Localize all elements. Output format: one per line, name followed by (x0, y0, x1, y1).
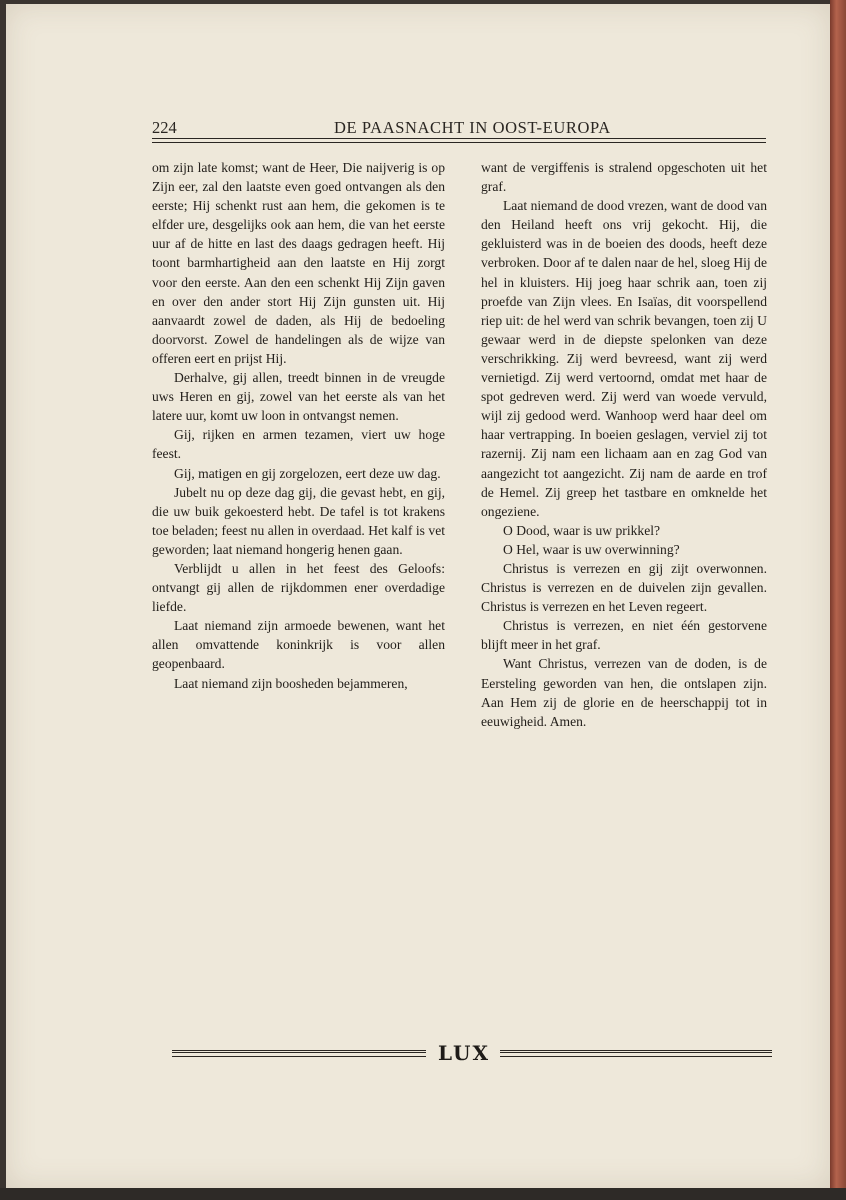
scan-border (0, 1188, 846, 1200)
header-rule (152, 138, 766, 143)
page-footer (172, 1041, 772, 1065)
running-title: DE PAASNACHT IN OOST-EUROPA (334, 118, 611, 137)
paragraph: want de vergiffenis is stralend opgeschoten uit het graf. (481, 160, 767, 195)
paragraph: om zijn late komst; want de Heer, Die naijverig is op Zijn eer, zal den laatste even goed ontvangen als den eerste; Hij schenkt rust aan hem, die gekomen is te elfder ure, desgelijks ook aan hem, die van het eerste uur af de hitte en last des daags gedragen heeft. Hij toont barmhartigheid aan den laatste en Hij zorgt voor den eerste. Aan den een schenkt Hij Zijn gaven en over den ander stort Hij Zijn gunsten uit. Hij aanvaardt zowel de daden, als Hij de bedoeling doorvorst. Zowel de handelingen als de wijze van offeren eert en prijst Hij. (152, 160, 445, 366)
paragraph: Gij, rijken en armen tezamen, viert uw hoge feest. (152, 427, 445, 462)
page-header (152, 114, 766, 136)
paragraph: Laat niemand zijn armoede bewenen, want het allen omvattende koninkrijk is voor allen geopenbaard. (152, 618, 445, 672)
paragraph: Gij, matigen en gij zorgelozen, eert deze uw dag. (174, 465, 441, 481)
footer-rule-right (500, 1050, 772, 1057)
lux-logo: LUX (438, 1041, 490, 1065)
paragraph: Laat niemand de dood vrezen, want de dood van den Heiland heeft ons vrij gekocht. Hij, die gekluisterd was in de boeien des doods, heeft deze verbroken. Door af te dalen naar de hel, sloeg Hij de hel in kluisters. Hij joeg haar schrik aan, toen zij proefde van Zijn vlees. En Isaïas, dit voorspellend riep uit: de hel werd van schrik bevangen, toen zij U gewaar werd in de diepste spelonken van deze verschrikking. Zij werd bevreesd, want zij werd vernietigd. Zij werd vertoornd, omdat met haar de spot gedreven werd. Zij werd van woede vervuld, wijl zij gedood werd. Wanhoop werd haar deel om haar vertrapping. In boeien geslagen, verviel zij tot razernij. Zij nam een lichaam aan en zag God van aangezicht tot aangezicht. Zij nam de aarde en trof de Hemel. Zij greep het tastbare en omknelde het ongeziene. (481, 198, 767, 519)
paragraph: Verblijdt u allen in het feest des Geloofs: ontvangt gij allen de rijkdommen ener overdadige liefde. (152, 560, 445, 615)
paragraph: Christus is verrezen, en niet één gestorvene blijft meer in het graf. (481, 618, 767, 653)
page-number: 224 (152, 118, 177, 137)
paragraph: Laat niemand zijn boosheden bejammeren, (174, 675, 408, 691)
paragraph: Want Christus, verrezen van de doden, is de Eersteling geworden van hen, die ontslapen zijn. Aan Hem zij de glorie en de heerschappij tot in eeuwigheid. Amen. (481, 656, 767, 729)
paragraph: Christus is verrezen en gij zijt overwonnen. Christus is verrezen en de duivelen zijn gevallen. Christus is verrezen en het Leven regeert. (481, 560, 767, 615)
left-column (152, 158, 445, 693)
book-edge (830, 0, 846, 1200)
footer-rule-left (172, 1050, 426, 1057)
paragraph: Derhalve, gij allen, treedt binnen in de vreugde uws Heren en gij, zowel van het eerste als van het latere uur, komt uw loon in ontvangst nemen. (152, 370, 445, 424)
paragraph: O Dood, waar is uw prikkel? (503, 522, 661, 538)
right-column (481, 158, 767, 731)
paragraph: Jubelt nu op deze dag gij, die gevast hebt, en gij, die uw buik gekoesterd hebt. De tafel is tot krakens toe beladen; feest nu allen in overdaad. Het kalf is vet geworden; laat niemand hongerig henen gaan. (152, 484, 445, 557)
paragraph: O Hel, waar is uw overwinning? (503, 541, 680, 557)
